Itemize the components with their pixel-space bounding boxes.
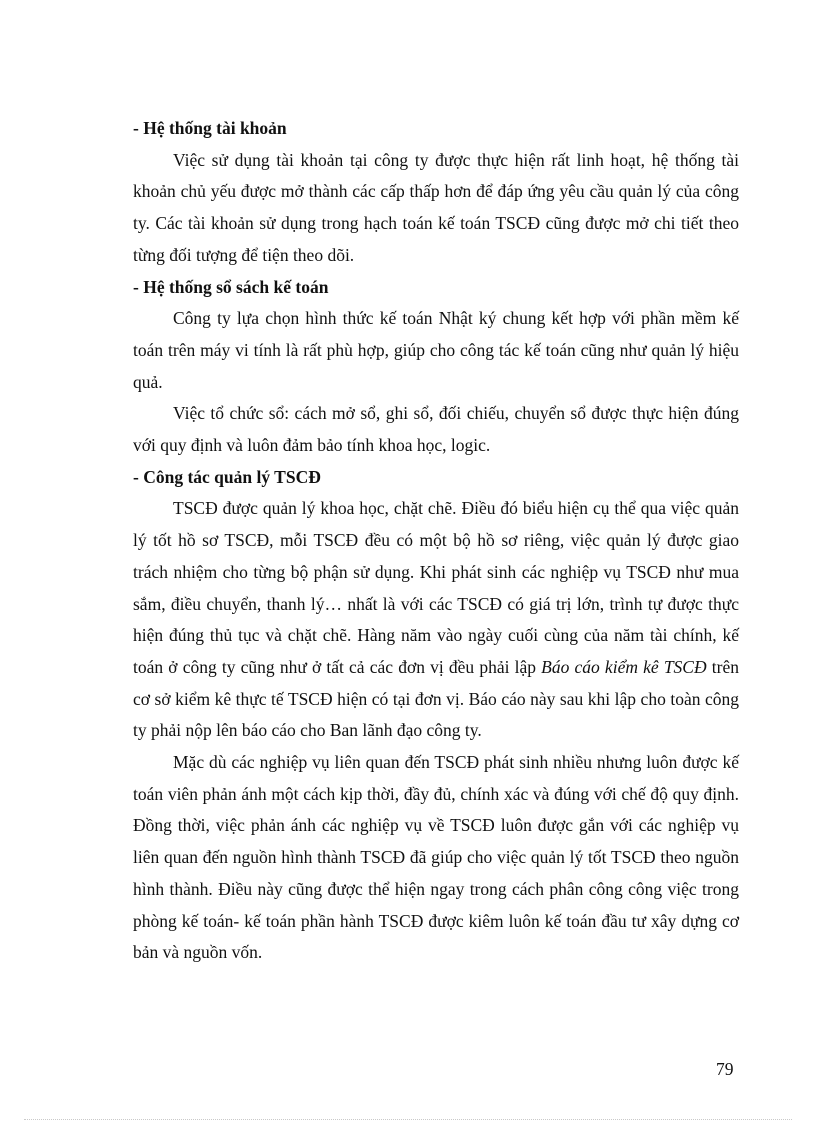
paragraph-account-system: Việc sử dụng tài khoản tại công ty được thực hiện rất linh hoạt, hệ thống tài khoản chủ yếu được mở thành các cấp thấp hơn để đáp ứng yêu cầu quản lý của công ty. Các tài khoản sử dụng trong hạch toán kế toán TSCĐ cũng được mở chi tiết theo từng đối tượng để tiện theo dõi. (133, 149, 739, 265)
document-body (133, 113, 739, 969)
paragraph-text-after-italic: trên cơ sở kiểm kê thực tế TSCĐ hiện có tại đơn vị. Báo cáo này sau khi lập cho toàn công ty phải nộp lên báo cáo cho Ban lãnh đạo công ty. (133, 656, 739, 741)
paragraph-bookkeeping-form: Công ty lựa chọn hình thức kế toán Nhật ký chung kết hợp với phần mềm kế toán trên máy vi tính là rất phù hợp, giúp cho công tác kế toán cũng như quản lý hiệu quả. (133, 308, 739, 392)
page-bottom-divider (24, 1119, 792, 1120)
section-heading-bookkeeping-system: - Hệ thống sổ sách kế toán (133, 276, 329, 297)
paragraph-text-before-italic: TSCĐ được quản lý khoa học, chặt chẽ. Điều đó biểu hiện cụ thể qua việc quản lý tốt hồ sơ TSCĐ, mỗi TSCĐ đều có một bộ hồ sơ riêng, việc quản lý được giao trách nhiệm cho từng bộ phận sử dụng. Khi phát sinh các nghiệp vụ TSCĐ như mua sắm, điều chuyển, thanh lý… nhất là với các TSCĐ có giá trị lớn, trình tự được thực hiện đúng thủ tục và chặt chẽ. Hàng năm vào ngày cuối cùng của năm tài chính, kế toán ở công ty cũng như ở tất cả các đơn vị đều phải lập (133, 498, 739, 677)
paragraph-asset-recording: Mặc dù các nghiệp vụ liên quan đến TSCĐ phát sinh nhiều nhưng luôn được kế toán viên phản ánh một cách kịp thời, đầy đủ, chính xác và đúng với chế độ quy định. Đồng thời, việc phản ánh các nghiệp vụ về TSCĐ luôn được gắn với các nghiệp vụ liên quan đến nguồn hình thành TSCĐ đã giúp cho việc quản lý tốt TSCĐ theo nguồn hình thành. Điều này cũng được thể hiện ngay trong cách phân công công việc trong phòng kế toán- kế toán phần hành TSCĐ được kiêm luôn kế toán đầu tư xây dựng cơ bản và nguồn vốn. (133, 752, 739, 963)
paragraph-asset-management (133, 493, 739, 747)
section-heading-account-system: - Hệ thống tài khoản (133, 118, 287, 138)
section-heading-asset-management: - Công tác quản lý TSCĐ (133, 466, 321, 487)
paragraph-bookkeeping-organization: Việc tổ chức sổ: cách mở sổ, ghi sổ, đối chiếu, chuyển sổ được thực hiện đúng với quy định và luôn đảm bảo tính khoa học, logic. (133, 403, 739, 456)
page-number: 79 (716, 1059, 734, 1079)
report-title-italic: Báo cáo kiểm kê TSCĐ (541, 656, 707, 677)
